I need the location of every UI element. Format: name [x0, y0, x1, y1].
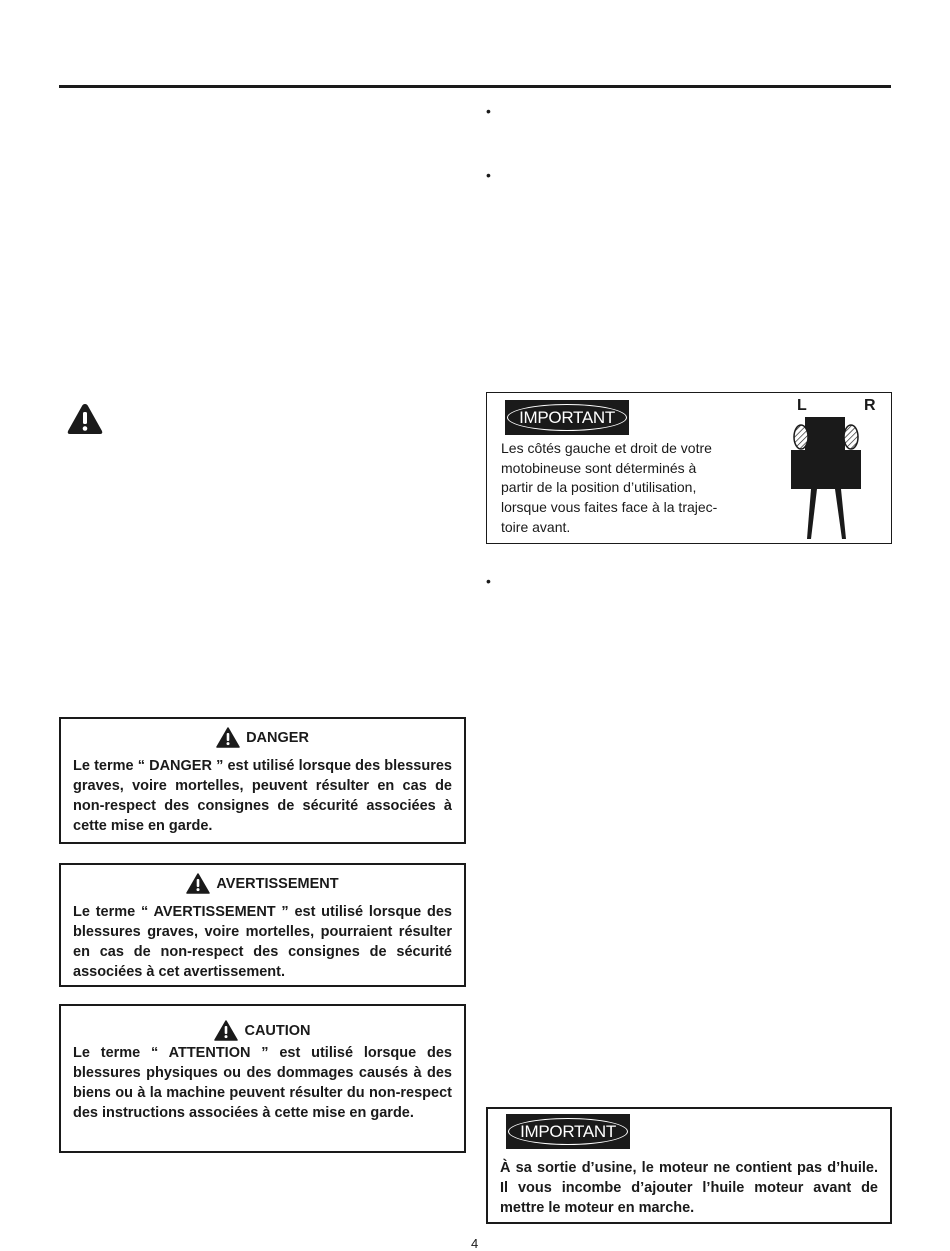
tiller-handles-diagram — [791, 395, 883, 541]
warning-triangle-icon — [216, 727, 240, 748]
important-badge — [506, 1114, 630, 1149]
danger-box — [59, 717, 466, 844]
warning-triangle-icon — [186, 873, 210, 894]
danger-text: Le terme “ DANGER ” est utilisé lorsque des blessures graves, voire mortelles, peuvent résulter en cas de non-respect des consignes de sécurité associées à cette mise en garde. — [73, 758, 452, 834]
caution-header — [73, 1020, 452, 1041]
caution-box — [59, 1004, 466, 1153]
warning-header — [73, 873, 452, 894]
important-sides-text: Les côtés gauche et droit de votre motobineuse sont déterminés à partir de la position d’utilisation, lorsque vous faites face à la trajec- toire avant. — [501, 440, 718, 535]
left-side-label: L — [797, 397, 807, 414]
warning-box — [59, 863, 466, 987]
page-number: 4 — [471, 1236, 479, 1251]
bullet-3: • — [486, 573, 491, 589]
important-oil-text: À sa sortie d’usine, le moteur ne contient pas d’huile. Il vous incombe d’ajouter l’huile moteur avant de mettre le moteur en marche. — [500, 1160, 878, 1216]
important-oil-box — [486, 1107, 892, 1224]
danger-header — [73, 727, 452, 748]
important-badge — [505, 400, 629, 435]
warning-text: Le terme “ AVERTISSEMENT ” est utilisé lorsque des blessures graves, voire mortelles, pourraient résulter en cas de non-respect des consignes de sécurité associées à cet avertissement. — [73, 904, 452, 980]
warning-triangle-icon — [214, 1020, 238, 1041]
bullet-2: • — [486, 167, 491, 183]
important-sides-box — [486, 392, 892, 544]
warning-title: AVERTISSEMENT — [216, 875, 339, 892]
important-badge-label: IMPORTANT — [508, 1118, 628, 1145]
right-side-label: R — [864, 397, 876, 414]
important-badge-label: IMPORTANT — [507, 404, 627, 431]
caution-text: Le terme “ ATTENTION ” est utilisé lorsque des blessures physiques ou des dommages causés à des biens ou à la machine peuvent résulter du non-respect des instructions associées à cette mise en garde. — [73, 1045, 452, 1121]
warning-triangle-icon — [66, 402, 104, 436]
danger-title: DANGER — [246, 729, 309, 746]
caution-title: CAUTION — [244, 1022, 311, 1039]
bullet-1: • — [486, 103, 491, 119]
header-rule — [59, 85, 891, 88]
